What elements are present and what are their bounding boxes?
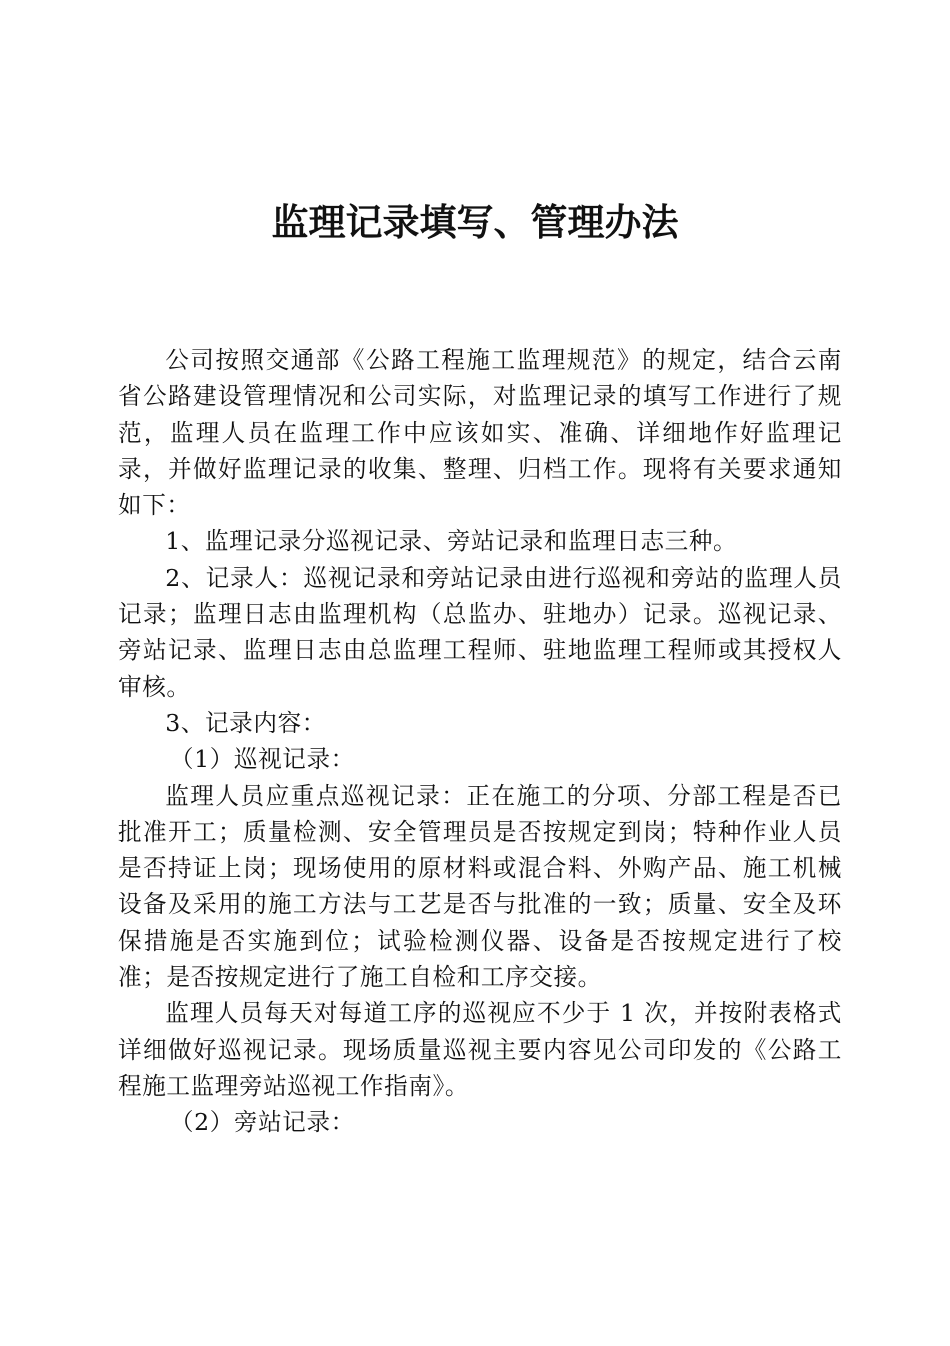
paragraph-item-2: 2、记录人：巡视记录和旁站记录由进行巡视和旁站的监理人员记录；监理日志由监理机构（总监办、驻地办）记录。巡视记录、旁站记录、监理日志由总监理工程师、驻地监理工程师或其授权人审核。 xyxy=(118,563,842,701)
paragraph-subheading-sideline: （2）旁站记录： xyxy=(169,1108,355,1137)
document-title: 监理记录填写、管理办法 xyxy=(271,200,679,244)
paragraph-subheading-patrol: （1）巡视记录： xyxy=(169,745,355,774)
document-body xyxy=(118,342,842,1141)
paragraph-intro: 公司按照交通部《公路工程施工监理规范》的规定，结合云南省公路建设管理情况和公司实际，对监理记录的填写工作进行了规范，监理人员在监理工作中应该如实、准确、详细地作好监理记录，并做好监理记录的收集、整理、归档工作。现将有关要求通知如下： xyxy=(118,346,842,520)
paragraph-item-3: 3、记录内容： xyxy=(165,708,326,737)
paragraph-patrol-content: 监理人员应重点巡视记录：正在施工的分项、分部工程是否已批准开工；质量检测、安全管理员是否按规定到岗；特种作业人员是否持证上岗；现场使用的原材料或混合料、外购产品、施工机械设备及采用的施工方法与工艺是否与批准的一致；质量、安全及环保措施是否实施到位；试验检测仪器、设备是否按规定进行了校准；是否按规定进行了施工自检和工序交接。 xyxy=(118,781,842,992)
paragraph-patrol-frequency: 监理人员每天对每道工序的巡视应不少于 1 次，并按附表格式详细做好巡视记录。现场质量巡视主要内容见公司印发的《公路工程施工监理旁站巡视工作指南》。 xyxy=(118,999,842,1100)
paragraph-item-1: 1、监理记录分巡视记录、旁站记录和监理日志三种。 xyxy=(165,527,738,556)
